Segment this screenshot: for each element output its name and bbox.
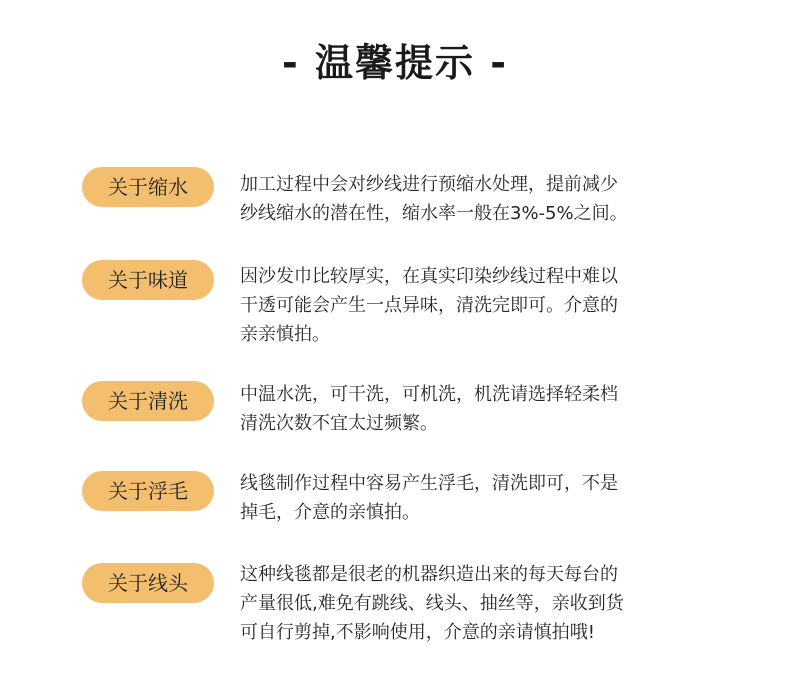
tip-lint-text	[240, 469, 710, 527]
tip-loose-threads-line: 这种线毯都是很老的机器织造出来的每天每台的	[240, 564, 618, 585]
tip-odor-line: 干透可能会产生一点异味，清洗完即可。介意的	[240, 295, 618, 316]
tip-odor-label: 关于味道	[82, 260, 214, 300]
tip-loose-threads-label: 关于线头	[82, 563, 214, 603]
tip-odor-text	[240, 262, 710, 349]
tip-loose-threads-line: 可自行剪掉,不影响使用，介意的亲请慎拍哦!	[240, 622, 595, 643]
page-title: - 温馨提示 -	[281, 41, 508, 85]
tip-lint-label: 关于浮毛	[82, 471, 214, 511]
tip-shrinkage-line: 加工过程中会对纱线进行预缩水处理，提前减少	[240, 174, 618, 195]
tip-washing-line: 中温水洗，可干洗，可机洗，机洗请选择轻柔档	[240, 384, 618, 405]
tip-lint-line: 掉毛，介意的亲慎拍。	[240, 502, 420, 523]
tip-washing-label: 关于清洗	[82, 381, 214, 421]
tip-shrinkage-label: 关于缩水	[82, 167, 214, 207]
tip-odor-line: 因沙发巾比较厚实，在真实印染纱线过程中难以	[240, 266, 618, 287]
tip-washing-line: 清洗次数不宜太过频繁。	[240, 413, 438, 434]
tip-lint-line: 线毯制作过程中容易产生浮毛，清洗即可，不是	[240, 473, 618, 494]
tip-loose-threads-line: 产量很低,难免有跳线、线头、抽丝等，亲收到货	[240, 593, 624, 614]
tip-loose-threads-text	[240, 560, 710, 647]
tip-washing-text	[240, 380, 710, 438]
tip-shrinkage-line: 纱线缩水的潜在性，缩水率一般在3%-5%之间。	[240, 203, 628, 224]
tip-shrinkage-text	[240, 170, 710, 228]
tip-odor-line: 亲亲慎拍。	[240, 324, 330, 345]
